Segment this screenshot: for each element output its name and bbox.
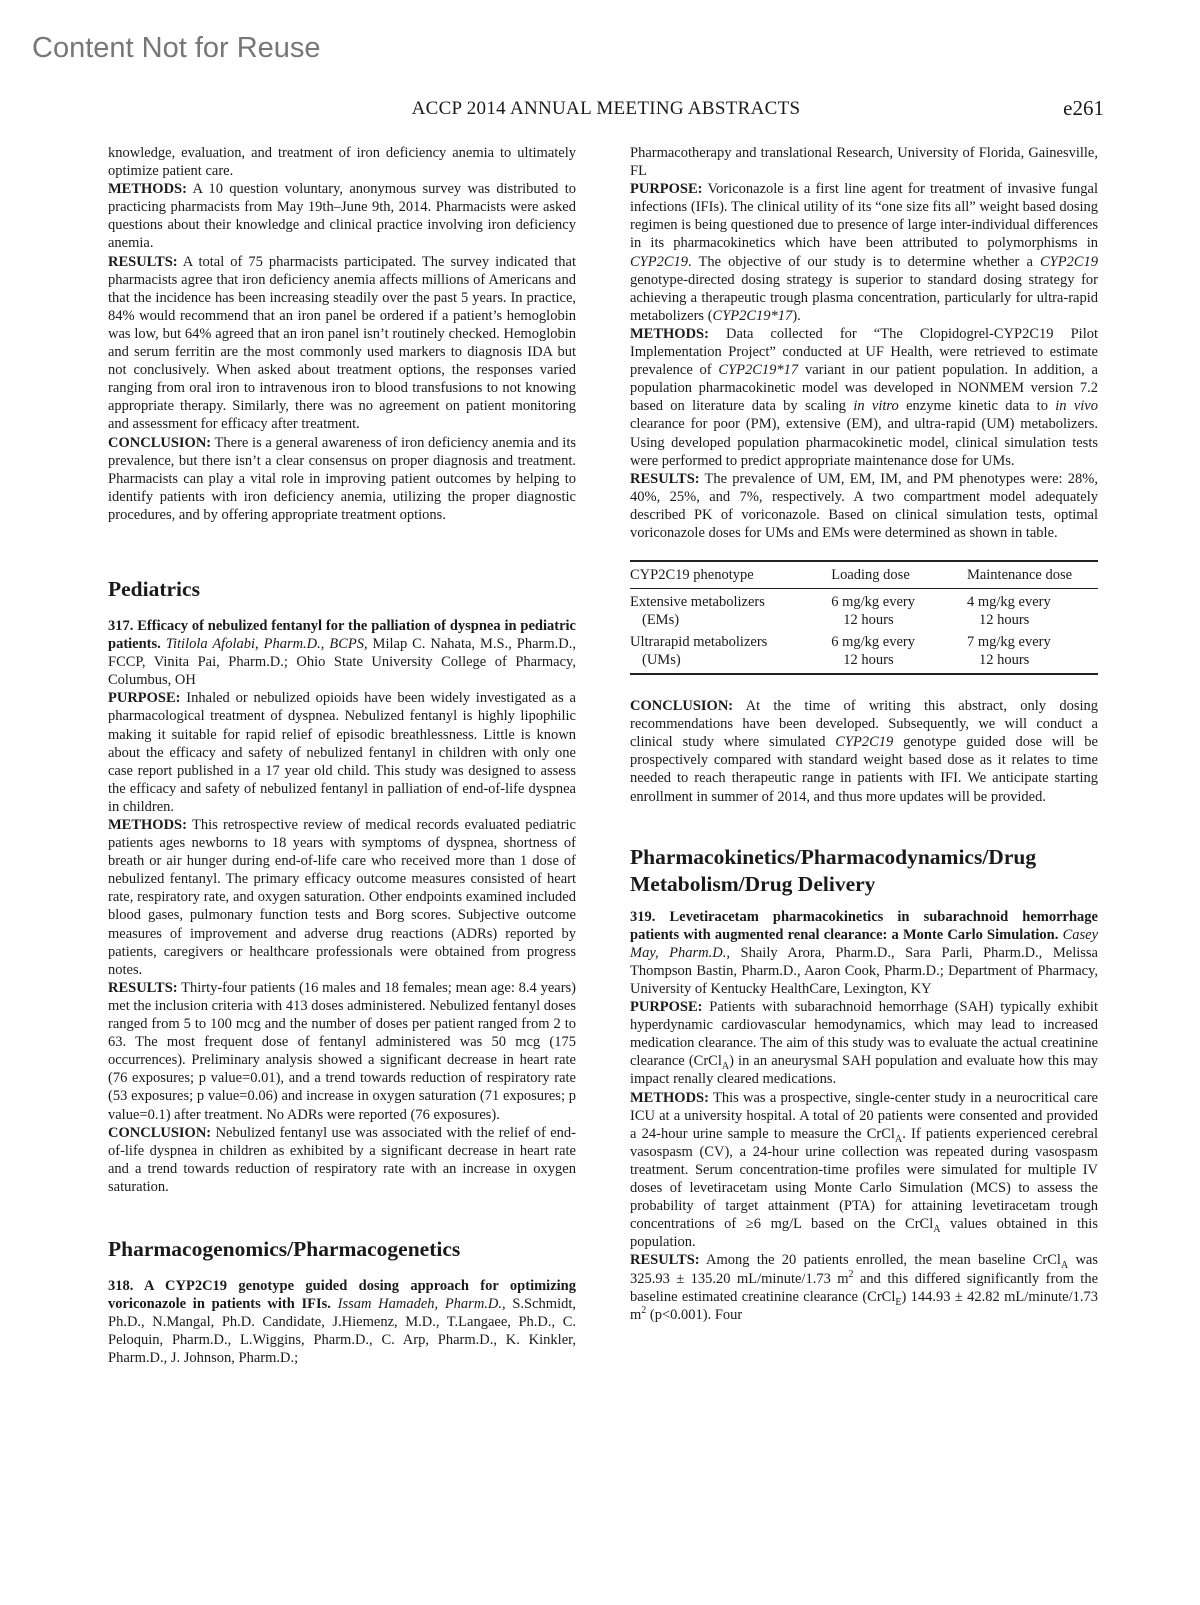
table-row — [630, 589, 1098, 630]
subscript: A — [894, 1133, 903, 1145]
abstract-318-results — [630, 470, 1098, 542]
abstract-title: 319. Levetiracetam pharmacokinetics in subarachnoid hemorrhage patients with augmented renal clearance: a Monte Carlo Simulation. — [630, 908, 1098, 943]
gene-name: CYP2C19 — [835, 734, 894, 751]
purpose-text: genotype-directed dosing strategy is superior to standard dosing strategy for achieving a therapeutic trough plasma concentration, particularly for ultra-rapid metabolizers ( — [630, 271, 1098, 324]
table-cell — [630, 589, 831, 630]
presenting-author: Issam Hamadeh, Pharm.D., — [330, 1296, 506, 1313]
table-cell — [831, 629, 967, 674]
abstract-316-results — [108, 253, 576, 434]
purpose-text: . The objective of our study is to determine whether a — [688, 253, 1040, 270]
superscript: 2 — [641, 1304, 647, 1316]
table-row — [630, 629, 1098, 674]
methods-text: A 10 question voluntary, anonymous survey was distributed to practicing pharmacists from May 19th–June 9th, 2014. Pharmacists were asked questions about their knowledge and clinical practice involving iron deficiency anemia. — [108, 181, 576, 252]
results-label: RESULTS: — [108, 253, 178, 270]
abstract-318-heading — [108, 1277, 576, 1367]
purpose-text: Inhaled or nebulized opioids have been widely investigated as a pharmacological treatment of dyspnea. Nebulized fentanyl is highly lipophilic making it suitable for rapid relief of episodic breathlessness. Little is known about the efficacy and safety of nebulized fentanyl in children with only one case report published in a 17 year old child. This study was designed to assess the efficacy and safety of nebulized fentanyl in palliation of end-of-life dyspnea in children. — [108, 690, 576, 815]
abstract-316-continuation — [108, 144, 576, 180]
abstract-title: 318. A CYP2C19 genotype guided dosing approach for optimizing voriconazole in patients with IFIs. — [108, 1277, 576, 1313]
abstract-317-purpose — [108, 689, 576, 816]
gene-name: CYP2C19*17 — [718, 362, 799, 379]
abstract-319-results — [630, 1251, 1098, 1323]
right-column — [630, 144, 1098, 1324]
methods-text: enzyme kinetic data to — [898, 398, 1056, 415]
presenting-author: Titilola Afolabi, Pharm.D., BCPS, — [160, 636, 368, 653]
abstract-319-heading — [630, 908, 1098, 998]
gene-name: CYP2C19*17 — [712, 307, 793, 324]
results-text: Among the 20 patients enrolled, the mean baseline CrCl — [699, 1252, 1061, 1269]
dosing-table — [630, 560, 1098, 675]
cell-line: 12 hours — [978, 652, 1030, 669]
cell-line: (UMs) — [642, 652, 681, 669]
cell-line: 12 hours — [978, 612, 1030, 629]
section-heading-pharmacogenomics: Pharmacogenomics/Pharmacogenetics — [108, 1236, 461, 1261]
presenting-author: Casey May, Pharm.D., — [630, 926, 1099, 961]
methods-text: Data collected for “The Clopidogrel-CYP2C19 Pilot Implementation Project” conducted at UF Health, were retrieved to estimate prevalence of — [630, 325, 1098, 379]
column-header: Maintenance dose — [967, 561, 1098, 589]
results-label: RESULTS: — [630, 1252, 700, 1269]
abstract-317-results — [108, 979, 576, 1124]
table-cell — [967, 589, 1098, 630]
results-text: and this differed significantly from the baseline estimated creatinine clearance (CrCl — [630, 1270, 1099, 1305]
cell-line: 7 mg/kg every — [966, 634, 1051, 651]
abstract-316-conclusion — [108, 434, 576, 524]
abstract-317-heading — [108, 617, 576, 689]
abstract-319-purpose — [630, 998, 1098, 1088]
purpose-label: PURPOSE: — [108, 690, 181, 707]
abstract-318-methods — [630, 325, 1098, 470]
watermark: Content Not for Reuse — [32, 32, 321, 64]
gene-name: CYP2C19 — [1039, 253, 1098, 270]
affiliation-text: Pharmacotherapy and translational Research, University of Florida, Gainesville, FL — [630, 145, 1098, 180]
methods-text: variant in our patient population. In addition, a population pharmacokinetic model was developed in NONMEM version 7.2 based on literature data by scaling — [630, 362, 1098, 415]
author-list: Shaily Arora, Pharm.D., Sara Parli, Pharm.D., Melissa Thompson Bastin, Pharm.D., Aaron Cook, Pharm.D.; Department of Pharmacy, University of Kentucky HealthCare, Lexington, KY — [630, 944, 1098, 997]
superscript: 2 — [848, 1268, 854, 1280]
cell-line: 12 hours — [843, 612, 894, 629]
cell-line: 6 mg/kg every — [831, 634, 915, 651]
conclusion-text: genotype guided dose will be prospectively compared with standard weight based dose as it relates to time needed to reach therapeutic range in patients with IFI. We anticipate starting enrollment in summer of 2014, and thus more updates will be provided. — [630, 734, 1098, 805]
author-list: Milap C. Nahata, M.S., Pharm.D., FCCP, Vinita Pai, Pharm.D.; Ohio State University College of Pharmacy, Columbus, OH — [108, 636, 576, 689]
purpose-label: PURPOSE: — [630, 999, 703, 1016]
table-cell — [630, 629, 831, 674]
running-header — [108, 98, 1104, 126]
table-cell — [967, 629, 1098, 674]
methods-label: METHODS: — [108, 181, 187, 198]
results-label: RESULTS: — [630, 470, 700, 487]
purpose-text: Voriconazole is a first line agent for treatment of invasive fungal infections (IFIs). The clinical utility of its “one size fits all” weight based dosing regimen is being questioned due to presence of large inter-individual differences in its pharmacokinetics which have been attributed to polymorphisms in — [630, 181, 1098, 252]
results-label: RESULTS: — [108, 979, 178, 996]
results-text: (p<0.001). Four — [646, 1306, 743, 1323]
methods-label: METHODS: — [108, 817, 187, 833]
purpose-text: ). — [792, 307, 801, 324]
latin-term: in vitro — [853, 398, 899, 415]
purpose-text: Patients with subarachnoid hemorrhage (SAH) typically exhibit hyperdynamic cardiovascular hemodynamics, which may lead to increased medication clearance. The aim of this study was to evaluate the actual creatinine clearance (CrCl — [630, 999, 1098, 1070]
cell-line: 4 mg/kg every — [966, 594, 1051, 611]
cell-line: Ultrarapid metabolizers — [630, 634, 768, 651]
subscript: A — [1060, 1260, 1069, 1272]
latin-term: in vivo — [1055, 398, 1098, 415]
cell-line: 6 mg/kg every — [831, 594, 915, 611]
conclusion-text: Nebulized fentanyl use was associated with the relief of end-of-life dyspnea in children as exhibited by a significant decrease in heart rate and a trend towards reduction of respiratory rate with an increase in oxygen saturation. — [108, 1124, 576, 1195]
methods-text: clearance for poor (PM), extensive (EM), and ultra-rapid (UM) metabolizers. Using developed population pharmacokinetic model, clinical simulation tests were performed to predict appropriate maintenance dose for UMs. — [630, 416, 1098, 469]
abstract-319-methods — [630, 1089, 1098, 1252]
methods-label: METHODS: — [630, 325, 709, 342]
subscript: E — [895, 1296, 902, 1308]
table-header-row — [630, 561, 1098, 589]
results-text: was 325.93 ± 135.20 mL/minute/1.73 m — [630, 1252, 1099, 1287]
column-header: Loading dose — [831, 561, 967, 589]
gene-name: CYP2C19 — [630, 253, 689, 270]
abstract-318-purpose — [630, 180, 1098, 325]
abstract-318-affiliation — [630, 144, 1098, 180]
subscript: A — [721, 1061, 730, 1073]
conclusion-label: CONCLUSION: — [108, 434, 212, 451]
conclusion-text: At the time of writing this abstract, only dosing recommendations have been developed. Subsequently, we will conduct a clinical study where simulated — [630, 698, 1098, 751]
page-number: e261 — [1063, 96, 1104, 120]
column-header: CYP2C19 phenotype — [630, 561, 831, 589]
conclusion-text: There is a general awareness of iron deficiency anemia and its prevalence, but there isn’t a clear consensus on proper diagnosis and treatment. Pharmacists can play a vital role in improving patient outcomes by helping to identify patients with iron deficiency anemia, utilizing the proper diagnostic procedures, and by offering appropriate treatment options. — [108, 434, 576, 523]
cell-line: Extensive metabolizers — [630, 594, 765, 611]
section-heading-pharmacokinetics: Pharmacokinetics/Pharmacodynamics/Drug Metabolism/Drug Delivery — [630, 844, 1037, 896]
author-list: S.Schmidt, Ph.D., N.Mangal, Ph.D. Candidate, J.Hiemenz, M.D., T.Langaee, Ph.D., C. Peloquin, Pharm.D., L.Wiggins, Pharm.D., C. Arp, Pharm.D., K. Kinkler, Pharm.D., J. Johnson, Pharm.D.; — [108, 1296, 576, 1367]
conclusion-label: CONCLUSION: — [630, 698, 734, 715]
abstract-317-conclusion — [108, 1124, 576, 1196]
cell-line: (EMs) — [642, 612, 680, 629]
abstract-317-methods — [108, 816, 576, 979]
purpose-label: PURPOSE: — [630, 181, 703, 198]
methods-text: This retrospective review of medical records evaluated pediatric patients ages newborns to 18 years with symptoms of dyspnea, shortness of breath or air hunger during end-of-life care who received more than 1 dose of nebulized fentanyl. The primary efficacy outcome measures consisted of heart rate, respiratory rate, and oxygen saturation. Other endpoints examined included blood gases, pulmonary function tests and Borg scores. Subjective outcome measures of improvement and adverse drug reactions (ADRs) reported by patients, caregivers or healthcare professionals were obtained from progress notes. — [108, 817, 576, 978]
methods-text: values obtained in this population. — [630, 1216, 1098, 1251]
abstract-title: 317. Efficacy of nebulized fentanyl for the palliation of dyspnea in pediatric patients. — [108, 617, 576, 653]
purpose-text: ) in an aneurysmal SAH population and evaluate how this may impact renally cleared medications. — [630, 1053, 1098, 1088]
journal-section-title: ACCP 2014 ANNUAL MEETING ABSTRACTS — [411, 98, 801, 119]
abstract-316-methods — [108, 180, 576, 252]
results-text: ) 144.93 ± 42.82 mL/minute/1.73 m — [630, 1288, 1098, 1323]
abstract-318-conclusion — [630, 697, 1098, 806]
subscript: A — [933, 1224, 941, 1236]
table-cell — [831, 589, 967, 630]
methods-text: . If patients experienced cerebral vasospasm (CV), a 24-hour urine collection was repeated during vasospasm treatment. Serum concentration-time profiles were simulated for multiple IV doses of levetiracetam using Monte Carlo Simulation (MCS) to assess the probability of target attainment (PTA) for attaining levetiracetam trough concentrations of ≥6 mg/L based on the CrCl — [630, 1125, 1098, 1233]
body-text: knowledge, evaluation, and treatment of iron deficiency anemia to ultimately optimize patient care. — [108, 145, 576, 180]
methods-label: METHODS: — [630, 1089, 709, 1106]
cell-line: 12 hours — [843, 652, 894, 669]
left-column — [108, 144, 576, 1367]
results-text: Thirty-four patients (16 males and 18 females; mean age: 8.4 years) met the inclusion criteria with 413 doses administered. Nebulized fentanyl doses ranged from 5 to 100 mcg and the number of doses per patient ranged from 2 to 63. The most frequent dose of fentanyl administered was 50 mcg (175 occurrences). Preliminary analysis showed a significant decrease in heart rate (76 exposures; p value=0.01), and a trend towards reduction of respiratory rate (53 exposures; p value=0.06) and increase in oxygen saturation (71 exposures; p value=0.1) after treatment. No ADRs were reported (76 exposures). — [108, 979, 576, 1123]
methods-text: This was a prospective, single-center study in a neurocritical care ICU at a university hospital. A total of 20 patients were consented and provided a 24-hour urine sample to measure the CrCl — [630, 1089, 1098, 1142]
conclusion-label: CONCLUSION: — [108, 1124, 212, 1141]
results-text: A total of 75 pharmacists participated. The survey indicated that pharmacists agree that iron deficiency anemia affects millions of Americans and that the incidence has been increasing steadily over the past 5 years. In practice, 84% would recommend that an iron panel be ordered if a patient’s hemoglobin was low, but 64% agreed that an iron panel isn’t routinely checked. Hemoglobin and serum ferritin are the most commonly used markers to diagnosis IDA but not conclusively. When asked about treatment options, the responses varied ranging from oral iron to intravenous iron to blood transfusions to not knowing appropriate therapy. Similarly, there was no agreement on patient monitoring and assessment for efficacy after treatment. — [108, 253, 576, 433]
results-text: The prevalence of UM, EM, IM, and PM phenotypes were: 28%, 40%, 25%, and 7%, respectively. A two compartment model adequately described PK of voriconazole. Based on clinical simulation tests, optimal voriconazole doses for UMs and EMs were determined as shown in table. — [630, 470, 1098, 541]
section-heading-pediatrics: Pediatrics — [108, 576, 200, 601]
